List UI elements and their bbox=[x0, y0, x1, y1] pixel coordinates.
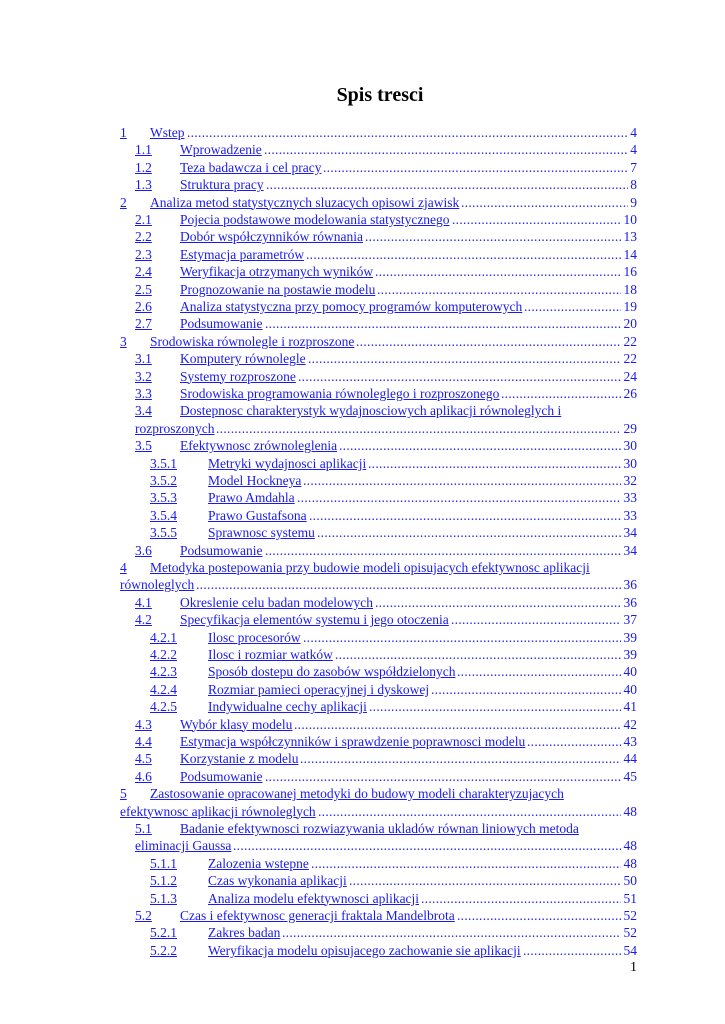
toc-entry-number[interactable]: 3.5.5 bbox=[150, 525, 177, 541]
toc-entry-title[interactable]: Ilosc i rozmiar watków bbox=[208, 647, 333, 662]
toc-entry-title[interactable]: Komputery równolegle bbox=[180, 351, 306, 367]
toc-entry-page[interactable]: 24 bbox=[623, 368, 637, 384]
toc-entry[interactable] bbox=[0, 298, 725, 315]
toc-entry-page[interactable]: 20 bbox=[623, 316, 637, 332]
toc-leader-dots bbox=[233, 837, 621, 854]
toc-entry[interactable] bbox=[0, 768, 725, 785]
toc-entry-number[interactable]: 3.5 bbox=[135, 438, 152, 454]
toc-leader-dots bbox=[369, 698, 621, 715]
toc-entry-title[interactable]: Okreslenie celu badan modelowych bbox=[180, 594, 374, 610]
toc-entry-number[interactable]: 4.2.3 bbox=[150, 664, 177, 680]
toc-leader-dots bbox=[264, 141, 628, 158]
toc-entry[interactable] bbox=[0, 246, 725, 263]
toc-entry-number[interactable]: 4 bbox=[120, 560, 127, 575]
toc-entry-title[interactable]: Estymacja współczynników i sprawdzenie poprawnosci modelu bbox=[180, 734, 526, 749]
toc-entry-page[interactable]: 52 bbox=[623, 925, 637, 941]
toc-entry[interactable] bbox=[0, 890, 725, 907]
toc-entry-number[interactable]: 2.6 bbox=[135, 299, 152, 314]
toc-entry[interactable] bbox=[0, 594, 725, 611]
toc-entry-page[interactable]: 48 bbox=[623, 838, 637, 854]
toc-entry-number[interactable]: 5.1.3 bbox=[150, 890, 177, 906]
toc-entry[interactable] bbox=[0, 281, 725, 298]
toc-entry-page[interactable]: 41 bbox=[623, 699, 637, 715]
toc-entry-title[interactable]: Prawo Amdahla bbox=[208, 490, 295, 506]
toc-entry-page[interactable]: 22 bbox=[623, 333, 637, 349]
toc-leader-dots bbox=[265, 315, 621, 332]
toc-entry-page[interactable]: 39 bbox=[623, 629, 637, 645]
toc-entry-page[interactable]: 9 bbox=[630, 194, 637, 210]
toc-entry[interactable] bbox=[0, 228, 725, 245]
toc-entry-title[interactable]: Srodowiska programowania równoleglego i rozproszonego bbox=[180, 386, 500, 401]
toc-leader-dots bbox=[375, 594, 621, 611]
toc-entry-number[interactable]: 3.5.1 bbox=[150, 455, 177, 471]
toc-entry[interactable] bbox=[0, 211, 725, 228]
toc-entry-page[interactable]: 43 bbox=[623, 734, 637, 749]
page-number: 1 bbox=[630, 960, 637, 975]
toc-entry[interactable] bbox=[0, 872, 725, 889]
toc-entry-title[interactable]: Badanie efektywnosci rozwiazywania ukladów równan liniowych metoda bbox=[180, 821, 579, 836]
toc-entry-title[interactable]: Indywidualne cechy aplikacji bbox=[208, 699, 367, 715]
toc-leader-dots bbox=[377, 281, 621, 298]
toc-entry-title[interactable]: Analiza modelu efektywnosci aplikacji bbox=[208, 890, 420, 906]
toc-entry-page[interactable]: 50 bbox=[623, 873, 637, 889]
toc-entry-title[interactable]: Weryfikacja modelu opisujacego zachowanie sie aplikacji bbox=[208, 942, 521, 958]
toc-entry-page[interactable]: 19 bbox=[623, 299, 637, 314]
toc-entry-title[interactable]: Wstep bbox=[150, 125, 185, 140]
toc-leader-dots bbox=[524, 298, 621, 315]
toc-entry-page[interactable]: 33 bbox=[623, 507, 637, 523]
toc-entry[interactable] bbox=[0, 629, 725, 646]
toc-leader-dots bbox=[266, 176, 628, 193]
toc-entry-page[interactable]: 13 bbox=[623, 229, 637, 245]
toc-leader-dots bbox=[311, 855, 621, 872]
toc-entry-number[interactable]: 1 bbox=[120, 125, 127, 140]
toc-leader-dots bbox=[431, 681, 621, 698]
toc-leader-dots bbox=[196, 576, 621, 593]
toc-leader-dots bbox=[303, 629, 621, 646]
toc-entry-number[interactable]: 4.2.4 bbox=[150, 681, 177, 697]
toc-entry[interactable] bbox=[0, 368, 725, 385]
toc-entry-page[interactable]: 4 bbox=[630, 142, 637, 158]
toc-entry-page[interactable]: 18 bbox=[623, 281, 637, 297]
toc-leader-dots bbox=[323, 159, 628, 176]
toc-entry-number[interactable]: 4.5 bbox=[135, 751, 152, 767]
toc-entry[interactable] bbox=[0, 907, 725, 924]
toc-leader-dots bbox=[457, 663, 621, 680]
toc-entry[interactable] bbox=[0, 455, 725, 472]
toc-entry-title[interactable]: Podsumowanie bbox=[180, 542, 263, 558]
toc-leader-dots bbox=[457, 907, 621, 924]
toc-leader-dots bbox=[265, 768, 621, 785]
toc-leader-dots bbox=[282, 924, 621, 941]
toc-entry-page[interactable]: 14 bbox=[623, 246, 637, 262]
toc-entry[interactable] bbox=[0, 924, 725, 941]
toc-entry-number[interactable]: 3 bbox=[120, 333, 127, 349]
toc-entry-page[interactable]: 39 bbox=[623, 647, 637, 662]
toc-entry-title[interactable]: Zastosowanie opracowanej metodyki do budowy modeli charakteryzujacych bbox=[150, 786, 564, 802]
toc-entry-number[interactable]: 4.2 bbox=[135, 612, 152, 628]
toc-entry-number[interactable]: 5 bbox=[120, 786, 127, 802]
toc-entry-number[interactable]: 4.1 bbox=[135, 594, 152, 610]
toc-entry-number[interactable]: 4.2.5 bbox=[150, 699, 177, 715]
toc-entry-title[interactable]: Prognozowanie na postawie modelu bbox=[180, 281, 376, 297]
toc-entry-page[interactable]: 40 bbox=[623, 664, 637, 680]
toc-entry-number[interactable]: 1.3 bbox=[135, 177, 152, 193]
toc-entry[interactable] bbox=[0, 698, 725, 715]
toc-entry-title[interactable]: Analiza statystyczna przy pomocy programów komputerowych bbox=[180, 299, 523, 314]
toc-entry-number[interactable]: 5.2.1 bbox=[150, 925, 177, 941]
toc-leader-dots bbox=[303, 472, 621, 489]
toc-entry-page[interactable]: 4 bbox=[630, 125, 637, 140]
toc-entry-page[interactable]: 44 bbox=[623, 751, 637, 767]
toc-entry[interactable] bbox=[0, 559, 725, 594]
toc-leader-dots bbox=[187, 124, 628, 141]
toc-entry-page[interactable]: 22 bbox=[623, 351, 637, 367]
toc-entry-title[interactable]: Wprowadzenie bbox=[180, 142, 262, 158]
toc-entry-title[interactable]: Podsumowanie bbox=[180, 316, 263, 332]
toc-entry[interactable] bbox=[0, 124, 725, 141]
toc-entry-number[interactable]: 3.3 bbox=[135, 386, 152, 401]
toc-entry[interactable] bbox=[0, 855, 725, 872]
toc-entry-number[interactable]: 2.2 bbox=[135, 229, 152, 245]
toc-entry-number[interactable]: 2.1 bbox=[135, 212, 152, 227]
toc-entry-number[interactable]: 2.7 bbox=[135, 316, 152, 332]
toc-entry[interactable] bbox=[0, 785, 725, 820]
toc-entry-number[interactable]: 1.2 bbox=[135, 159, 152, 175]
toc-entry-page[interactable]: 8 bbox=[630, 177, 637, 193]
toc-entry-page[interactable]: 36 bbox=[623, 594, 637, 610]
toc-leader-dots bbox=[294, 716, 621, 733]
toc-entry[interactable] bbox=[0, 646, 725, 663]
toc-entry[interactable] bbox=[0, 141, 725, 158]
toc-leader-dots bbox=[368, 455, 621, 472]
toc-entry-page[interactable]: 32 bbox=[623, 473, 637, 488]
toc-entry-page[interactable]: 48 bbox=[623, 803, 637, 819]
toc-leader-dots bbox=[375, 263, 621, 280]
toc-entry-page[interactable]: 40 bbox=[623, 681, 637, 697]
toc-leader-dots bbox=[298, 368, 621, 385]
toc-entry-number[interactable]: 3.6 bbox=[135, 542, 152, 558]
toc-leader-dots bbox=[265, 542, 621, 559]
toc-leader-dots bbox=[461, 194, 628, 211]
toc-entry[interactable] bbox=[0, 820, 725, 855]
toc-entry-number[interactable]: 3.2 bbox=[135, 368, 152, 384]
toc-entry-title-continued[interactable]: rozproszonych bbox=[135, 420, 215, 436]
toc-entry-title[interactable]: Korzystanie z modelu bbox=[180, 751, 299, 767]
toc-entry-page[interactable]: 51 bbox=[623, 890, 637, 906]
toc-entry-page[interactable]: 52 bbox=[623, 908, 637, 923]
toc-leader-dots bbox=[300, 750, 621, 767]
toc-entry-number[interactable]: 2 bbox=[120, 194, 127, 210]
toc-entry-page[interactable]: 30 bbox=[623, 438, 637, 454]
toc-entry-number[interactable]: 5.2.2 bbox=[150, 942, 177, 958]
toc-entry[interactable] bbox=[0, 663, 725, 680]
toc-entry-number[interactable]: 3.5.2 bbox=[150, 473, 177, 488]
toc-entry-page[interactable]: 36 bbox=[623, 577, 637, 593]
toc-entry-title[interactable]: Struktura pracy bbox=[180, 177, 264, 193]
toc-entry-page[interactable]: 34 bbox=[623, 542, 637, 558]
toc-entry[interactable] bbox=[0, 315, 725, 332]
toc-entry-page[interactable]: 42 bbox=[623, 716, 637, 732]
toc-entry-number[interactable]: 4.2.2 bbox=[150, 647, 177, 662]
toc-entry-number[interactable]: 3.5.4 bbox=[150, 507, 177, 523]
toc-entry-title[interactable]: Pojecia podstawowe modelowania statystycznego bbox=[180, 212, 450, 227]
toc-entry-number[interactable]: 4.2.1 bbox=[150, 629, 177, 645]
toc-entry-number[interactable]: 4.6 bbox=[135, 768, 152, 784]
toc-entry-number[interactable]: 3.4 bbox=[135, 403, 152, 419]
toc-entry-page[interactable]: 45 bbox=[623, 768, 637, 784]
toc-leader-dots bbox=[349, 872, 621, 889]
toc-entry[interactable] bbox=[0, 507, 725, 524]
toc-entry-title[interactable]: Rozmiar pamieci operacyjnej i dyskowej bbox=[208, 681, 430, 697]
toc-entry-page[interactable]: 29 bbox=[623, 420, 637, 436]
toc-entry-number[interactable]: 2.3 bbox=[135, 246, 152, 262]
toc-leader-dots bbox=[335, 646, 621, 663]
toc-leader-dots bbox=[523, 942, 621, 959]
toc-entry-title[interactable]: Efektywnosc zrównoleglenia bbox=[180, 438, 338, 454]
toc-entry[interactable] bbox=[0, 524, 725, 541]
toc-entry[interactable] bbox=[0, 611, 725, 628]
toc-entry-number[interactable]: 3.1 bbox=[135, 351, 152, 367]
toc-entry-number[interactable]: 3.5.3 bbox=[150, 490, 177, 506]
toc-entry-title[interactable]: Weryfikacja otrzymanych wyników bbox=[180, 264, 374, 280]
toc-leader-dots bbox=[527, 733, 621, 750]
toc-entry[interactable] bbox=[0, 681, 725, 698]
toc-entry-title[interactable]: Dostepnosc charakterystyk wydajnosciowych aplikacji równoleglych i bbox=[180, 403, 562, 419]
toc-entry-page[interactable]: 26 bbox=[623, 386, 637, 401]
toc-leader-dots bbox=[452, 211, 621, 228]
toc-entry-number[interactable]: 4.4 bbox=[135, 734, 152, 749]
toc-entry[interactable] bbox=[0, 542, 725, 559]
toc-leader-dots bbox=[421, 890, 621, 907]
toc-entry-number[interactable]: 5.1.2 bbox=[150, 873, 177, 889]
toc-entry[interactable] bbox=[0, 437, 725, 454]
toc-entry-title[interactable]: Ilosc procesorów bbox=[208, 629, 301, 645]
toc-entry-number[interactable]: 1.1 bbox=[135, 142, 152, 158]
toc-entry-number[interactable]: 5.2 bbox=[135, 908, 152, 923]
toc-entry-title-continued[interactable]: równoleglych bbox=[120, 577, 195, 593]
toc-entry-number[interactable]: 2.4 bbox=[135, 264, 152, 280]
toc-entry-title[interactable]: Metodyka postepowania przy budowie modeli opisujacych efektywnosc aplikacji bbox=[150, 560, 590, 575]
toc-entry-title[interactable]: Prawo Gustafsona bbox=[208, 507, 307, 523]
toc-entry-title[interactable]: Model Hockneya bbox=[208, 473, 302, 488]
toc-entry-title[interactable]: Podsumowanie bbox=[180, 768, 263, 784]
toc-entry-title-continued[interactable]: efektywnosc aplikacji równoleglych bbox=[120, 803, 316, 819]
toc-entry-title[interactable]: Metryki wydajnosci aplikacji bbox=[208, 455, 367, 471]
toc-leader-dots bbox=[306, 246, 621, 263]
toc-entry-page[interactable]: 37 bbox=[623, 612, 637, 628]
toc-entry-title[interactable]: Zalozenia wstepne bbox=[208, 855, 309, 871]
toc-entry[interactable] bbox=[0, 750, 725, 767]
toc-entry[interactable] bbox=[0, 942, 725, 959]
toc-entry[interactable] bbox=[0, 716, 725, 733]
toc-entry-title[interactable]: Srodowiska równolegle i rozproszone bbox=[150, 333, 355, 349]
toc-entry[interactable] bbox=[0, 159, 725, 176]
toc-entry[interactable] bbox=[0, 350, 725, 367]
toc-leader-dots bbox=[318, 803, 621, 820]
toc-entry-number[interactable]: 5.1.1 bbox=[150, 855, 177, 871]
toc-entry-number[interactable]: 4.3 bbox=[135, 716, 152, 732]
toc-entry[interactable] bbox=[0, 333, 725, 350]
toc-leader-dots bbox=[501, 385, 621, 402]
toc-entry[interactable] bbox=[0, 402, 725, 437]
toc-entry-page[interactable]: 30 bbox=[623, 455, 637, 471]
toc-entry-page[interactable]: 33 bbox=[623, 490, 637, 506]
toc-entry[interactable] bbox=[0, 733, 725, 750]
toc-entry-page[interactable]: 10 bbox=[623, 212, 637, 227]
toc-entry-title[interactable]: Specyfikacja elementów systemu i jego otoczenia bbox=[180, 612, 449, 628]
toc-leader-dots bbox=[356, 333, 621, 350]
toc-leader-dots bbox=[309, 507, 621, 524]
toc-entry-page[interactable]: 34 bbox=[623, 525, 637, 541]
toc-leader-dots bbox=[339, 437, 621, 454]
toc-entry-title[interactable]: Dobór współczynników równania bbox=[180, 229, 363, 245]
toc-entry-number[interactable]: 5.1 bbox=[135, 821, 152, 836]
toc-entry-page[interactable]: 16 bbox=[623, 264, 637, 280]
toc-entry-title[interactable]: Estymacja parametrów bbox=[180, 246, 305, 262]
toc-leader-dots bbox=[216, 420, 621, 437]
toc-entry[interactable] bbox=[0, 194, 725, 211]
toc-entry-page[interactable]: 7 bbox=[630, 159, 637, 175]
toc-leader-dots bbox=[308, 350, 621, 367]
toc-entry-title[interactable]: Analiza metod statystycznych sluzacych opisowi zjawisk bbox=[150, 194, 460, 210]
page-title: Spis tresci bbox=[336, 84, 424, 106]
toc-leader-dots bbox=[365, 228, 621, 245]
toc-entry-title[interactable]: Zakres badan bbox=[208, 925, 281, 941]
toc-entry-title[interactable]: Czas wykonania aplikacji bbox=[208, 873, 347, 889]
toc-entry-page[interactable]: 54 bbox=[623, 942, 637, 958]
toc-entry[interactable] bbox=[0, 263, 725, 280]
toc-leader-dots bbox=[317, 524, 621, 541]
toc-leader-dots bbox=[297, 489, 621, 506]
toc-entry-title[interactable]: Systemy rozproszone bbox=[180, 368, 296, 384]
toc-entry[interactable] bbox=[0, 472, 725, 489]
toc-entry[interactable] bbox=[0, 489, 725, 506]
toc-entry-title[interactable]: Sprawnosc systemu bbox=[208, 525, 315, 541]
toc-entry-page[interactable]: 48 bbox=[623, 855, 637, 871]
toc-entry-title[interactable]: Sposób dostepu do zasobów współdzielonych bbox=[208, 664, 456, 680]
toc-entry-title-continued[interactable]: eliminacji Gaussa bbox=[135, 838, 232, 854]
toc-entry-title[interactable]: Teza badawcza i cel pracy bbox=[180, 159, 322, 175]
toc-entry[interactable] bbox=[0, 385, 725, 402]
toc-entry[interactable] bbox=[0, 176, 725, 193]
toc-entry-title[interactable]: Wybór klasy modelu bbox=[180, 716, 293, 732]
toc-leader-dots bbox=[451, 611, 621, 628]
toc-entry-title[interactable]: Czas i efektywnosc generacji fraktala Mandelbrota bbox=[180, 908, 455, 923]
toc-entry-number[interactable]: 2.5 bbox=[135, 281, 152, 297]
